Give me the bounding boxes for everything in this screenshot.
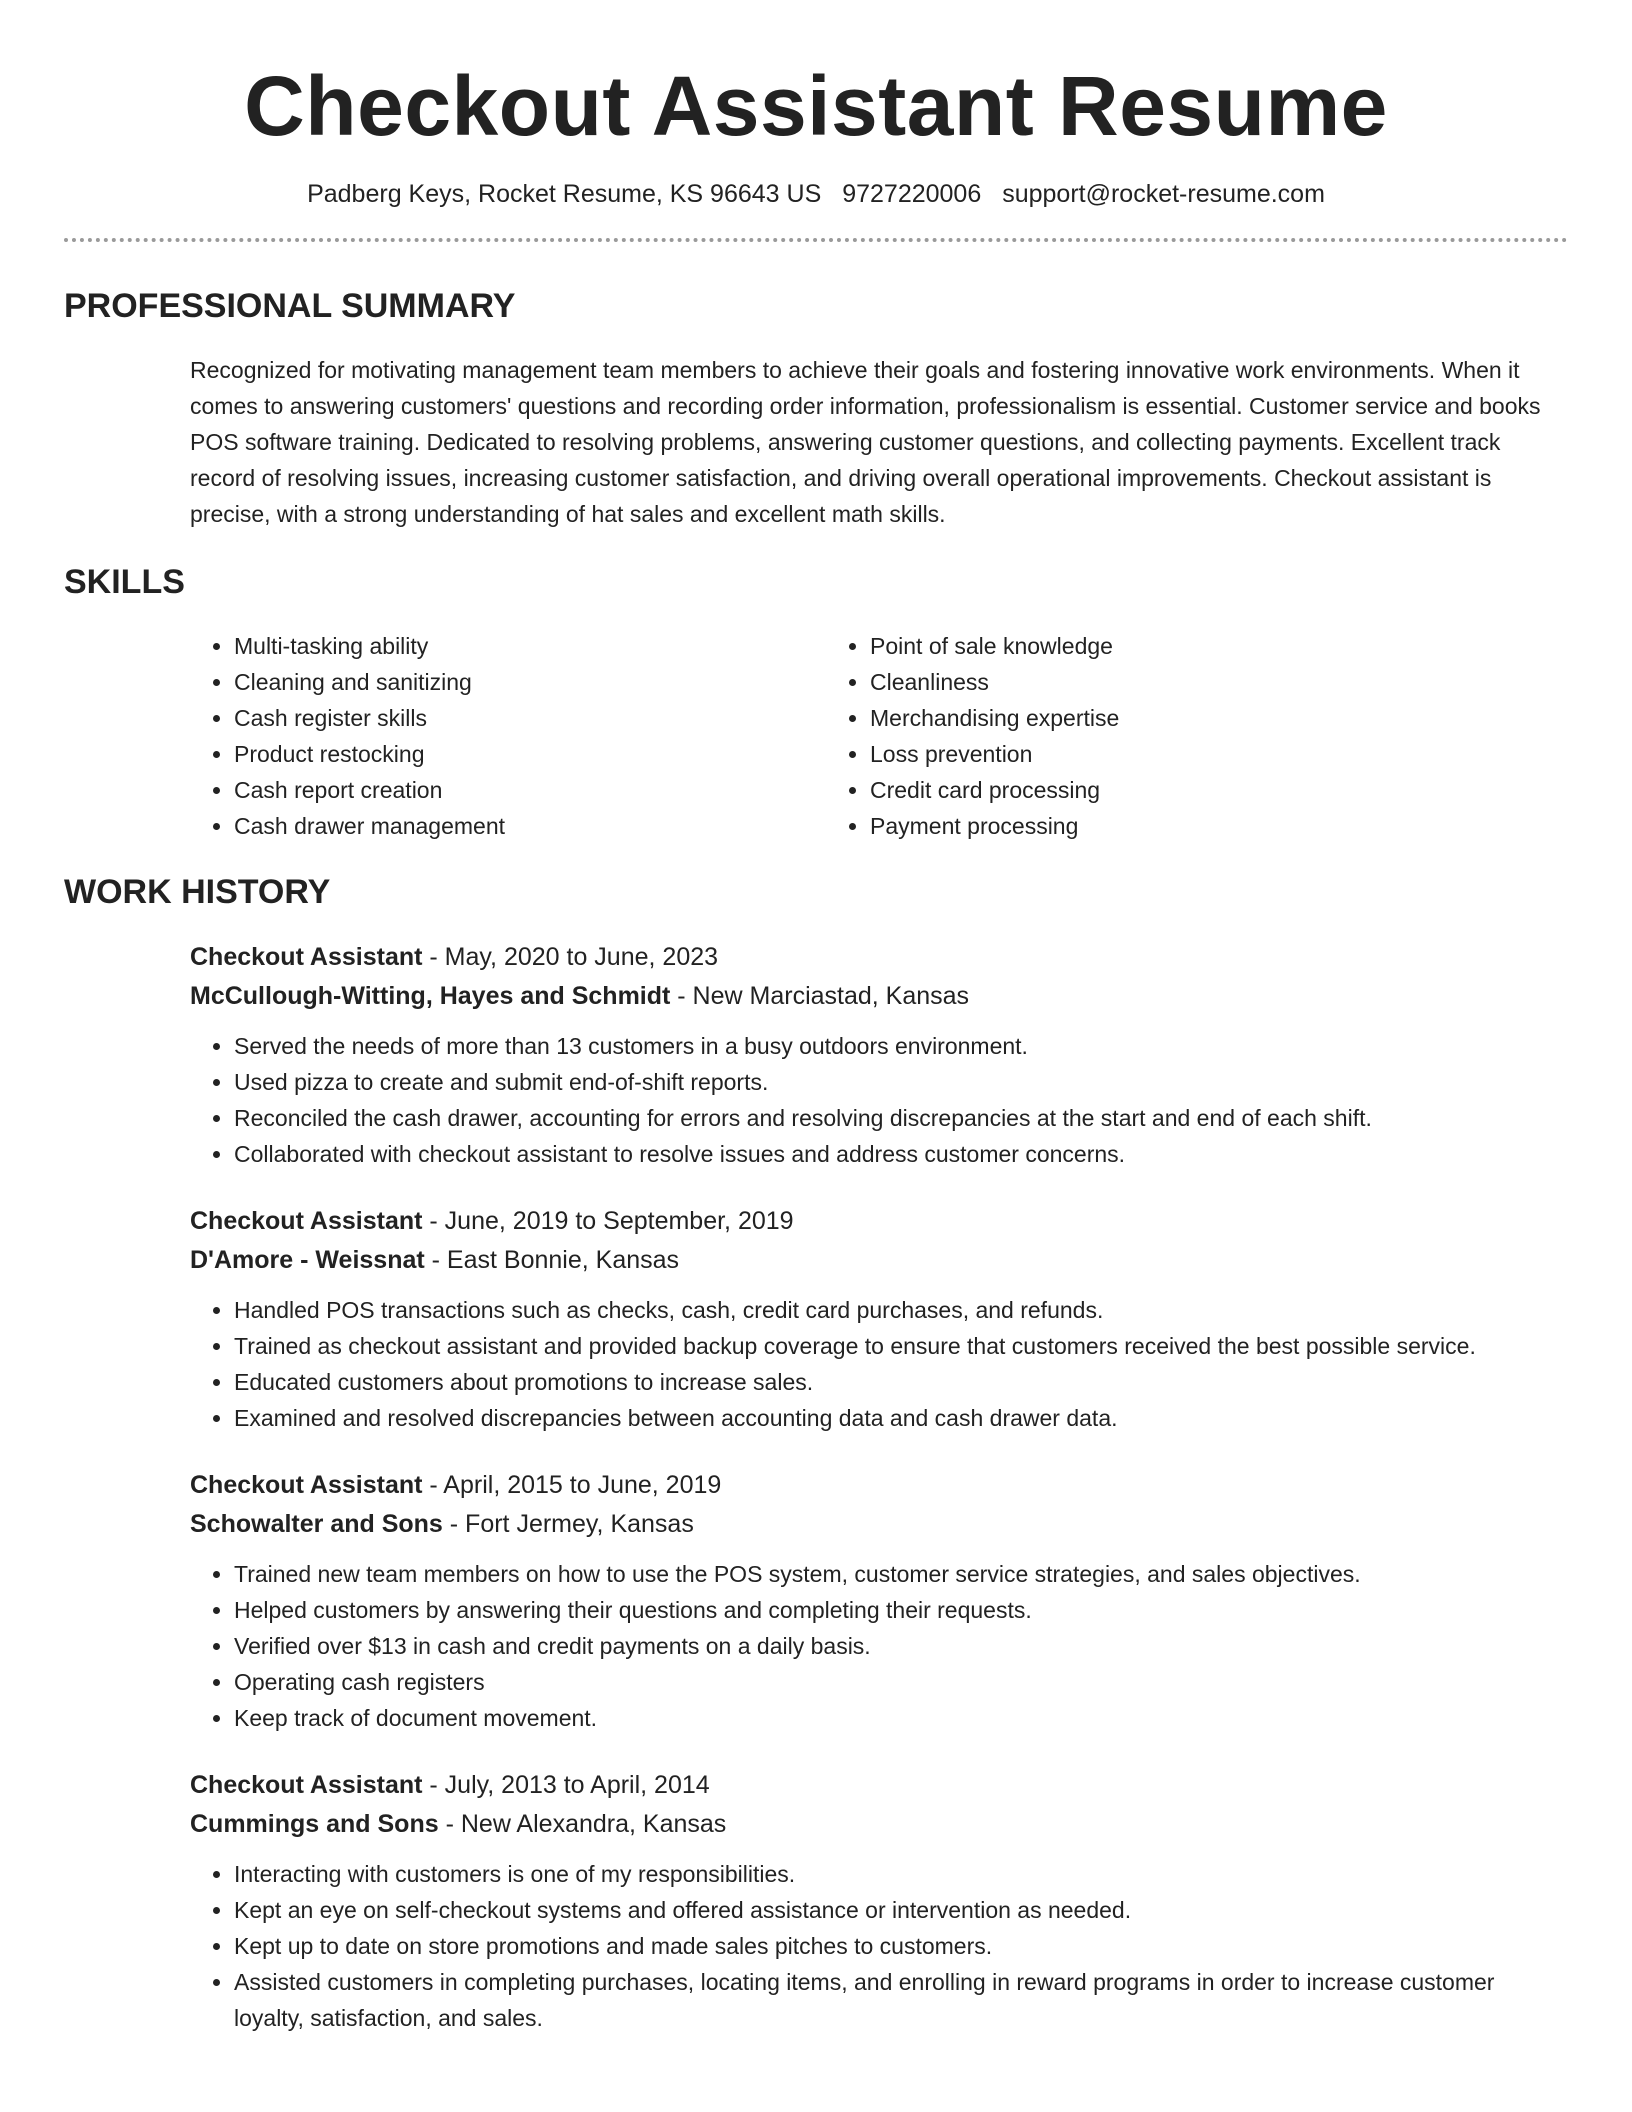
work-history-heading: WORK HISTORY	[64, 873, 331, 911]
job-bullet: • Operating cash registers	[234, 1664, 1568, 1700]
job-location: - East Bonnie, Kansas	[424, 1246, 680, 1274]
job-company-line	[190, 1505, 1568, 1544]
job-bullet: • Kept an eye on self-checkout systems and offered assistance or intervention as needed.	[234, 1892, 1568, 1928]
job-company-line	[190, 977, 1568, 1016]
job-location: - New Marciastad, Kansas	[670, 982, 970, 1010]
job-title: Checkout Assistant	[190, 943, 423, 971]
job-bullet: • Handled POS transactions such as checks, cash, credit card purchases, and refunds.	[234, 1292, 1568, 1328]
skill-item: • Cleaning and sanitizing	[234, 664, 826, 700]
job-entry	[190, 1766, 1568, 2036]
job-title-line	[190, 1202, 1568, 1241]
job-location: - New Alexandra, Kansas	[438, 1810, 727, 1838]
job-company-line	[190, 1805, 1568, 1844]
job-entry	[190, 1466, 1568, 1736]
job-company: Schowalter and Sons	[190, 1510, 443, 1538]
job-entry	[190, 938, 1568, 1172]
job-bullet: • Examined and resolved discrepancies between accounting data and cash drawer data.	[234, 1400, 1568, 1436]
job-bullet: • Verified over $13 in cash and credit payments on a daily basis.	[234, 1628, 1568, 1664]
header-divider	[64, 238, 1568, 242]
job-dates: - June, 2019 to September, 2019	[422, 1207, 794, 1235]
job-company: Cummings and Sons	[190, 1810, 439, 1838]
job-bullet: • Collaborated with checkout assistant to resolve issues and address customer concerns.	[234, 1136, 1568, 1172]
skill-item: • Merchandising expertise	[870, 700, 1462, 736]
job-company: D'Amore - Weissnat	[190, 1246, 425, 1274]
summary-heading: PROFESSIONAL SUMMARY	[64, 287, 516, 325]
skill-item: • Credit card processing	[870, 772, 1462, 808]
contact-phone: 9727220006	[842, 180, 982, 208]
job-bullets	[190, 1028, 1568, 1172]
job-title-line	[190, 1766, 1568, 1805]
job-title: Checkout Assistant	[190, 1207, 423, 1235]
job-bullet: • Trained new team members on how to use the POS system, customer service strategies, and sales objectives.	[234, 1556, 1568, 1592]
job-bullet: • Used pizza to create and submit end-of-shift reports.	[234, 1064, 1568, 1100]
job-title-line	[190, 938, 1568, 977]
contact-email: support@rocket-resume.com	[1002, 180, 1325, 208]
skill-item: • Cash report creation	[234, 772, 826, 808]
job-bullets	[190, 1856, 1568, 2036]
skill-item: • Cash drawer management	[234, 808, 826, 844]
skill-item: • Cleanliness	[870, 664, 1462, 700]
job-bullet: • Served the needs of more than 13 customers in a busy outdoors environment.	[234, 1028, 1568, 1064]
job-dates: - July, 2013 to April, 2014	[422, 1771, 710, 1799]
job-bullet: • Reconciled the cash drawer, accounting for errors and resolving discrepancies at the start and end of each shift.	[234, 1100, 1568, 1136]
skill-item: • Loss prevention	[870, 736, 1462, 772]
skills-column-left	[190, 628, 826, 844]
contact-address: Padberg Keys, Rocket Resume, KS 96643 US	[307, 180, 822, 208]
job-bullet: • Keep track of document movement.	[234, 1700, 1568, 1736]
skill-item: • Cash register skills	[234, 700, 826, 736]
skill-item: • Multi-tasking ability	[234, 628, 826, 664]
resume-title: Checkout Assistant Resume	[244, 59, 1388, 153]
job-bullets	[190, 1556, 1568, 1736]
job-bullet: • Interacting with customers is one of my responsibilities.	[234, 1856, 1568, 1892]
job-title: Checkout Assistant	[190, 1471, 423, 1499]
job-dates: - May, 2020 to June, 2023	[422, 943, 719, 971]
job-title-line	[190, 1466, 1568, 1505]
skill-item: • Payment processing	[870, 808, 1462, 844]
job-company-line	[190, 1241, 1568, 1280]
job-bullet: • Kept up to date on store promotions and made sales pitches to customers.	[234, 1928, 1568, 1964]
job-location: - Fort Jermey, Kansas	[442, 1510, 694, 1538]
job-bullet: • Helped customers by answering their questions and completing their requests.	[234, 1592, 1568, 1628]
job-bullet: • Educated customers about promotions to increase sales.	[234, 1364, 1568, 1400]
contact-line	[64, 178, 1568, 210]
job-bullet: • Assisted customers in completing purchases, locating items, and enrolling in reward programs in order to increase customer loyalty, satisfaction, and sales.	[234, 1964, 1568, 2036]
skills-heading: SKILLS	[64, 563, 185, 601]
job-dates: - April, 2015 to June, 2019	[422, 1471, 722, 1499]
skill-item: • Point of sale knowledge	[870, 628, 1462, 664]
skills-list	[190, 628, 1568, 844]
job-entry	[190, 1202, 1568, 1436]
job-title: Checkout Assistant	[190, 1771, 423, 1799]
summary-text: Recognized for motivating management team members to achieve their goals and fostering innovative work environments. When it comes to answering customers' questions and recording order information, professionalism is essential. Customer service and books POS software training. Dedicated to resolving problems, answering customer questions, and collecting payments. Excellent track record of resolving issues, increasing customer satisfaction, and driving overall operational improvements. Checkout assistant is precise, with a strong understanding of hat sales and excellent math skills.	[190, 357, 1541, 527]
skills-column-right	[826, 628, 1462, 844]
job-bullet: • Trained as checkout assistant and provided backup coverage to ensure that customers received the best possible service.	[234, 1328, 1568, 1364]
skill-item: • Product restocking	[234, 736, 826, 772]
job-company: McCullough-Witting, Hayes and Schmidt	[190, 982, 671, 1010]
job-bullets	[190, 1292, 1568, 1436]
